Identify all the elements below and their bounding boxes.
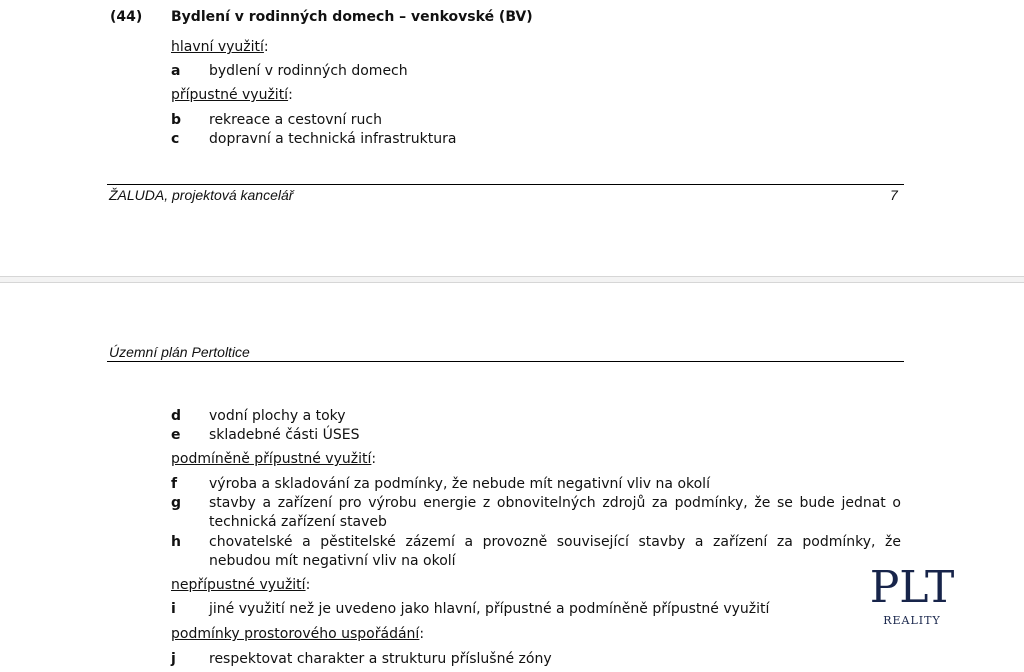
item-letter: b	[171, 112, 182, 128]
item-text: dopravní a technická infrastruktura	[209, 131, 457, 147]
item-letter: c	[171, 131, 180, 147]
item-letter: e	[171, 427, 181, 443]
spatial-conditions-heading-colon: :	[419, 626, 425, 642]
logo-mark: PLT	[869, 562, 955, 613]
item-letter: i	[171, 601, 176, 617]
main-use-heading-colon: :	[263, 39, 269, 55]
item-letter: h	[171, 534, 181, 550]
spatial-conditions-heading-text: podmínky prostorového uspořádání	[171, 626, 420, 642]
header-document-title: Územní plán Pertoltice	[109, 344, 250, 360]
main-use-heading-text: hlavní využití	[171, 39, 264, 55]
item-text: bydlení v rodinných domech	[209, 63, 408, 79]
item-text: skladebné části ÚSES	[209, 427, 360, 443]
section-title: Bydlení v rodinných domech – venkovské (BV)	[171, 9, 533, 25]
prohibited-use-heading-colon: :	[305, 577, 311, 593]
conditional-use-heading	[171, 451, 376, 467]
prohibited-use-heading-text: nepřípustné využití	[171, 577, 306, 593]
section-number: (44)	[110, 9, 143, 25]
item-text: respektovat charakter a strukturu příslušné zóny	[209, 651, 552, 667]
header-rule	[107, 361, 904, 362]
footer-page-number: 7	[890, 187, 898, 203]
item-text: výroba a skladování za podmínky, že nebude mít negativní vliv na okolí	[209, 476, 710, 492]
footer-company: ŽALUDA, projektová kancelář	[109, 187, 294, 203]
conditional-use-heading-text: podmíněně přípustné využití	[171, 451, 372, 467]
item-letter: f	[171, 476, 178, 492]
spatial-conditions-heading	[171, 626, 424, 642]
item-text: vodní plochy a toky	[209, 408, 346, 424]
item-text: stavby a zařízení pro výrobu energie z obnovitelných zdrojů za podmínky, že se bude jednat o technická zařízení staveb	[209, 495, 901, 530]
logo-subtitle: REALITY	[883, 614, 941, 627]
footer-rule	[107, 184, 904, 185]
item-letter: j	[171, 651, 176, 667]
main-use-heading	[171, 39, 269, 55]
prohibited-use-heading	[171, 577, 310, 593]
item-text: chovatelské a pěstitelské zázemí a provozně související stavby a zařízení za podmínky, že nebudou mít negativní vliv na okolí	[209, 534, 901, 569]
item-text: jiné využití než je uvedeno jako hlavní, přípustné a podmíněně přípustné využití	[209, 601, 770, 617]
item-letter: g	[171, 495, 182, 511]
item-letter: d	[171, 408, 182, 424]
item-text: rekreace a cestovní ruch	[209, 112, 382, 128]
plt-reality-logo	[862, 562, 962, 630]
item-letter: a	[171, 63, 181, 79]
page-break	[0, 276, 1024, 283]
permitted-use-heading-colon: :	[288, 87, 293, 103]
permitted-use-heading-text: přípustné využití	[171, 87, 289, 103]
document-page-top	[0, 0, 1024, 276]
permitted-use-heading	[171, 87, 293, 103]
conditional-use-heading-colon: :	[371, 451, 377, 467]
